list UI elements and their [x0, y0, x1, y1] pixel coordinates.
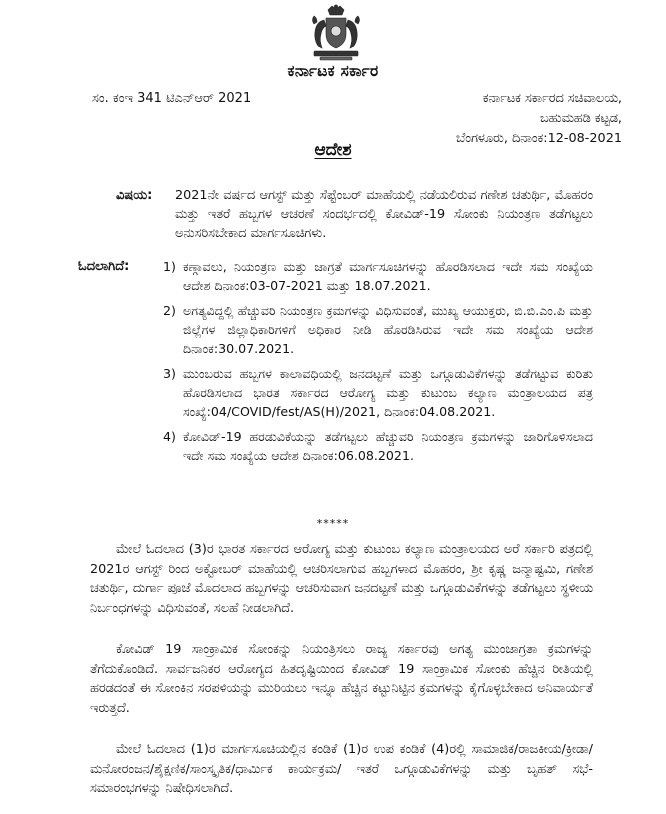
reference-number-marker: 1)	[163, 259, 176, 274]
reference-item	[163, 257, 593, 295]
paragraph-text: ಮೇಲೆ ಓದಲಾದ (1)ರ ಮಾರ್ಗಸೂಚಿಯಲ್ಲಿನ ಕಂಡಿಕೆ (1)ರ ಉಪ ಕಂಡಿಕೆ (4)ರಲ್ಲಿ ಸಾಮಾಜಿಕ/ರಾಜಕೀಯ/ಕ್ರೀಡಾ/ಮನೋರಂಜನ/ಶೈಕ್ಷಣಿಕ/ಸಾಂಸ್ಕೃತಿಕ/ಧಾರ್ಮಿಕ ಕಾರ್ಯಕ್ರಮ/ ಇತರೆ ಒಗ್ಗೂಡುವಿಕೆಗಳನ್ನು ಮತ್ತು ಬೃಹತ್ ಸಭೆ-ಸಮಾರಂಭಗಳನ್ನು ನಿಷೇಧಿಸಲಾಗಿದೆ.	[90, 742, 593, 796]
reference-item	[163, 364, 593, 421]
body-paragraph	[90, 540, 593, 618]
address-line-date: ಬೆಂಗಳೂರು, ದಿನಾಂಕ:12-08-2021	[456, 131, 622, 146]
address-line: ಬಹುಮಹಡಿ ಕಟ್ಟಡ,	[539, 111, 622, 126]
paragraph-text: ಕೋವಿಡ್ 19 ಸಾಂಕ್ರಾಮಿಕ ಸೋಂಕನ್ನು ನಿಯಂತ್ರಿಸಲು ರಾಜ್ಯ ಸರ್ಕಾರವು ಅಗತ್ಯ ಮುಂಜಾಗ್ರತಾ ಕ್ರಮಗಳನ್ನು ತೆಗೆದುಕೊಂಡಿದೆ. ಸಾರ್ವಜನಿಕರ ಆರೋಗ್ಯದ ಹಿತದೃಷ್ಟಿಯಿಂದ ಕೋವಿಡ್ 19 ಸಾಂಕ್ರಾಮಿಕ ಸೋಂಕು ಹೆಚ್ಚಿನ ರೀತಿಯಲ್ಲಿ ಹರಡದಂತೆ ಈ ಸೋಂಕಿನ ಸರಪಳಿಯನ್ನು ಮುರಿಯಲು ಇನ್ನೂ ಹೆಚ್ಚಿನ ಕಟ್ಟುನಿಟ್ಟಿನ ಕ್ರಮಗಳನ್ನು ಕೈಗೊಳ್ಳಬೇಕಾದ ಅನಿವಾರ್ಯತೆ ಇರುತ್ತದೆ.	[90, 642, 593, 716]
section-separator: *****	[316, 517, 350, 530]
reference-text: ಅಗತ್ಯವಿದ್ದಲ್ಲಿ ಹೆಚ್ಚುವರಿ ನಿಯಂತ್ರಣ ಕ್ರಮಗಳನ್ನು ವಿಧಿಸುವಂತೆ, ಮುಖ್ಯ ಆಯುಕ್ತರು, ಬಿ.ಬಿ.ಎಂ.ಪಿ ಮತ್ತು ಜಿಲ್ಲೆಗಳ ಜಿಲ್ಲಾಧಿಕಾರಿಗಳಿಗೆ ಅಧಿಕಾರ ನೀಡಿ ಹೊರಡಿಸಿರುವ ಇದೇ ಸಮ ಸಂಖ್ಯೆಯ ಆದೇಶ ದಿನಾಂಕ:30.07.2021.	[183, 303, 593, 356]
reference-number-marker: 2)	[163, 303, 176, 318]
references-label: ಓದಲಾಗಿದೆ:	[78, 259, 130, 274]
reference-text: ಮುಂಬರುವ ಹಬ್ಬಗಳ ಕಾಲಾವಧಿಯಲ್ಲಿ ಜನದಟ್ಟಣೆ ಮತ್ತು ಒಗ್ಗೂಡುವಿಕೆಗಳನ್ನು ತಡೆಗಟ್ಟುವ ಕುರಿತು ಹೊರಡಿಸಲಾದ ಭಾರತ ಸರ್ಕಾರದ ಆರೋಗ್ಯ ಮತ್ತು ಕುಟುಂಬ ಕಲ್ಯಾಣ ಮಂತ್ರಾಲಯದ ಪತ್ರ ಸಂಖ್ಯೆ:04/COVID/fest/AS(H)/2021, ದಿನಾಂಕ:04.08.2021.	[183, 366, 593, 419]
reference-number-marker: 4)	[163, 429, 176, 444]
reference-number: ಸಂ. ಕಂಇ 341 ಟಿಎನ್‌ಆರ್ 2021	[92, 91, 252, 106]
body-paragraph	[90, 640, 593, 718]
subject-text: 2021ನೇ ವರ್ಷದ ಆಗಸ್ಟ್ ಮತ್ತು ಸೆಪ್ಟೆಂಬರ್ ಮಾಹೆಯಲ್ಲಿ ನಡೆಯಲಿರುವ ಗಣೇಶ ಚತುರ್ಥಿ, ಮೊಹರಂ ಮತ್ತು ಇತರೆ ಹಬ್ಬಗಳ ಆಚರಣೆ ಸಂದರ್ಭದಲ್ಲಿ ಕೋವಿಡ್-19 ಸೋಂಕು ನಿಯಂತ್ರಣ ತಡೆಗಟ್ಟಲು ಅನುಸರಿಸಬೇಕಾದ ಮಾರ್ಗಸೂಚಿಗಳು.	[175, 188, 593, 241]
reference-text: ಕೋವಿಡ್-19 ಹರಡುವಿಕೆಯನ್ನು ತಡೆಗಟ್ಟಲು ಹೆಚ್ಚುವರಿ ನಿಯಂತ್ರಣ ಕ್ರಮಗಳನ್ನು ಜಾರಿಗೊಳಿಸಲಾದ ಇದೇ ಸಮ ಸಂಖ್ಯೆಯ ಆದೇಶ ದಿನಾಂಕ:06.08.2021.	[183, 429, 593, 463]
body-paragraph	[90, 740, 593, 799]
reference-number-marker: 3)	[163, 366, 176, 381]
references-list	[163, 257, 593, 465]
karnataka-state-emblem	[308, 4, 364, 62]
order-title: ಆದೇಶ	[314, 140, 352, 160]
address-line: ಕರ್ನಾಟಕ ಸರ್ಕಾರದ ಸಚಿವಾಲಯ,	[482, 91, 622, 106]
reference-item	[163, 427, 593, 465]
paragraph-text: ಮೇಲೆ ಓದಲಾದ (3)ರ ಭಾರತ ಸರ್ಕಾರದ ಆರೋಗ್ಯ ಮತ್ತು ಕುಟುಂಬ ಕಲ್ಯಾಣ ಮಂತ್ರಾಲಯದ ಅರೆ ಸರ್ಕಾರಿ ಪತ್ರದಲ್ಲಿ 2021ರ ಆಗಸ್ಟ್ ರಿಂದ ಅಕ್ಟೋಬರ್ ಮಾಹೆಯಲ್ಲಿ ಆಚರಿಸಲಾಗುವ ಹಬ್ಬಗಳಾದ ಮೊಹರಂ, ಶ್ರೀ ಕೃಷ್ಣ ಜನ್ಮಾಷ್ಟಮಿ, ಗಣೇಶ ಚತುರ್ಥಿ, ದುರ್ಗಾ ಪೂಜೆ ಮೊದಲಾದ ಹಬ್ಬಗಳನ್ನು ಆಚರಿಸುವಾಗ ಜನದಟ್ಟಣೆ ಮತ್ತು ಒಗ್ಗೂಡುವಿಕೆಗಳನ್ನು ತಡೆಗಟ್ಟಲು ಸ್ಥಳೀಯ ನಿರ್ಬಂಧಗಳನ್ನು ವಿಧಿಸುವಂತೆ, ಸಲಹೆ ನೀಡಲಾಗಿದೆ.	[90, 542, 593, 616]
government-title: ಕರ್ನಾಟಕ ಸರ್ಕಾರ	[287, 62, 379, 80]
reference-item	[163, 301, 593, 358]
subject-label: ವಿಷಯ:	[116, 188, 153, 203]
reference-text: ಕಣ್ಗಾವಲು, ನಿಯಂತ್ರಣ ಮತ್ತು ಜಾಗ್ರತೆ ಮಾರ್ಗಸೂಚಿಗಳನ್ನು ಹೊರಡಿಸಲಾದ ಇದೇ ಸಮ ಸಂಖ್ಯೆಯ ಆದೇಶ ದಿನಾಂಕ:03-07-2021 ಮತ್ತು 18.07.2021.	[183, 259, 593, 293]
